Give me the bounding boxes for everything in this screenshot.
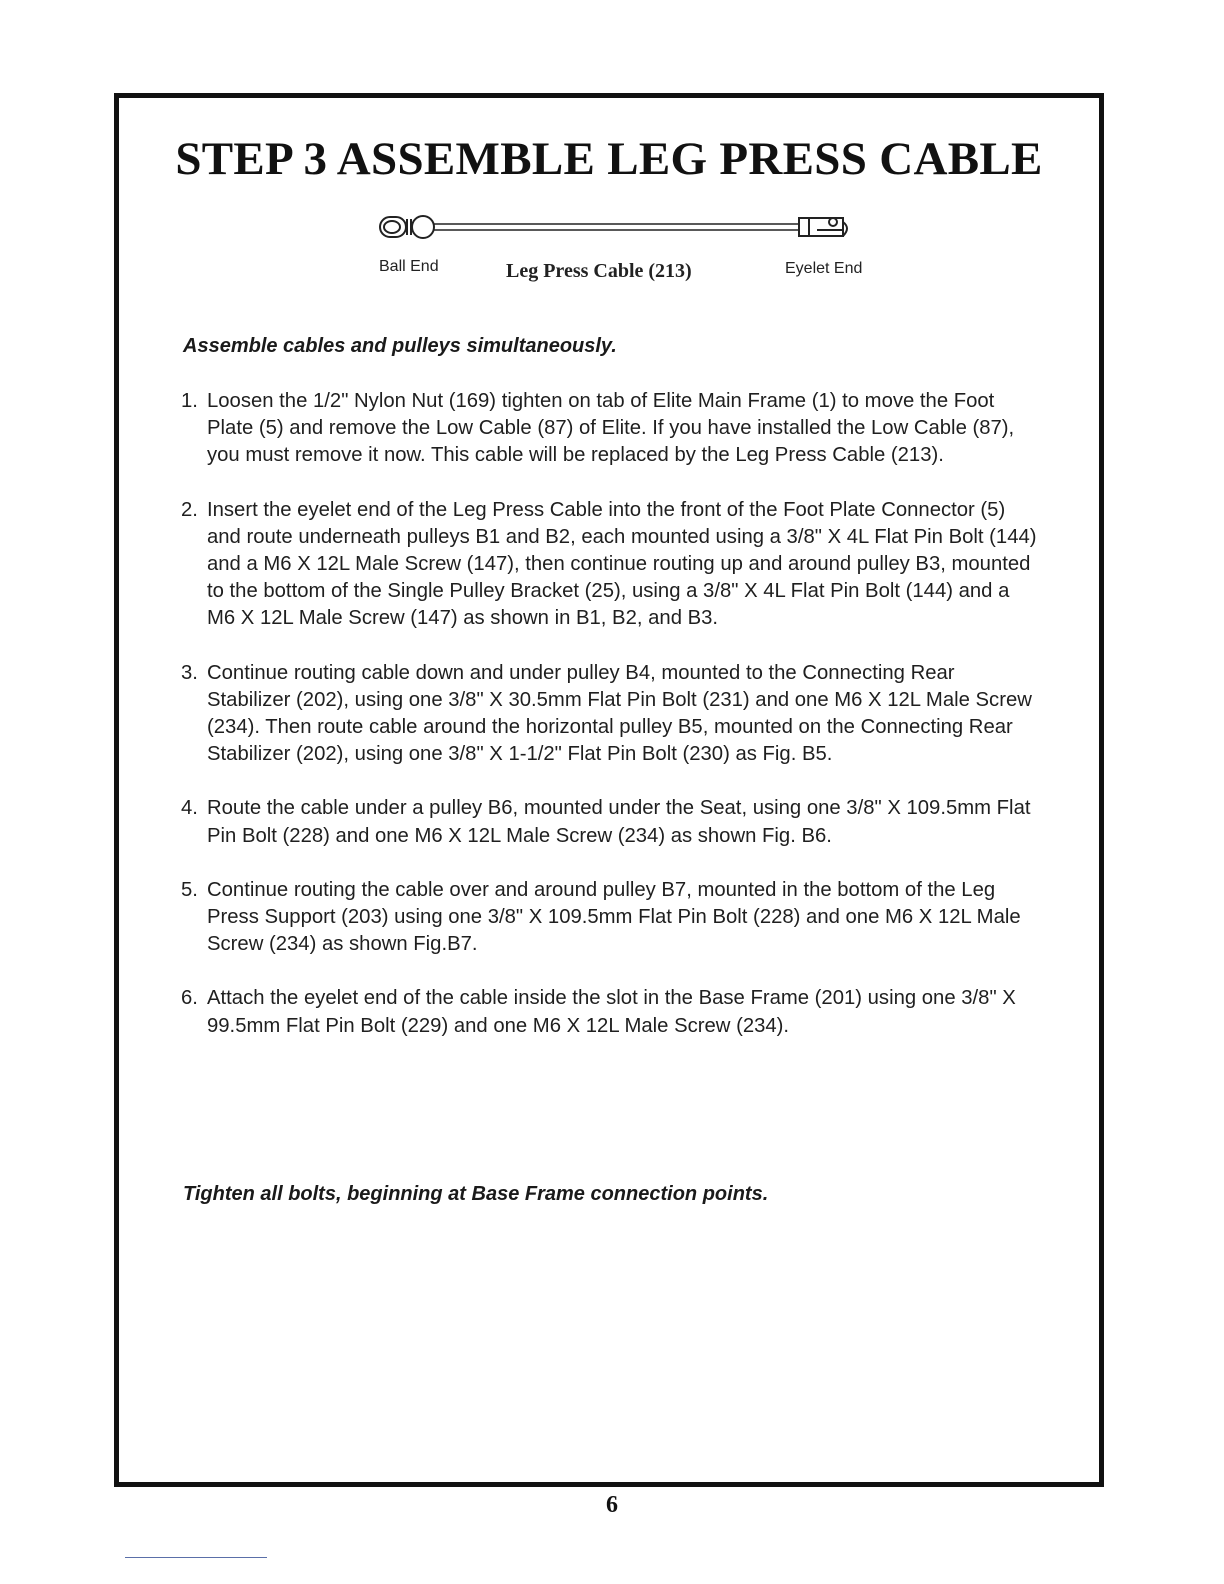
ball-end-fitting [380, 216, 434, 238]
step-text: Loosen the 1/2" Nylon Nut (169) tighten on tab of Elite Main Frame (1) to move the Foot Plate (5) and remove the Low Cable (87) of Elite. If you have installed the Low Cable (87), you must remove it now. This cable will be replaced by the Leg Press Cable (213). [207, 390, 1015, 467]
step-number: 1. [181, 390, 198, 412]
step-text: Continue routing the cable over and around pulley B7, mounted in the bottom of the Leg Press Support (203) using one 3/8" X 109.5mm Flat Pin Bolt (228) and one M6 X 12L Male Screw (234) as shown Fig.B7. [207, 878, 1021, 956]
intro-instruction: Assemble cables and pulleys simultaneously. [183, 335, 617, 357]
page-number: 6 [606, 1492, 618, 1518]
step-item [181, 877, 1041, 959]
step-text: Attach the eyelet end of the cable inside the slot in the Base Frame (201) using one 3/8" X 99.5mm Flat Pin Bolt (229) and one M6 X 12L Male Screw (234). [207, 987, 1016, 1037]
step-item [181, 660, 1041, 769]
step-item [181, 388, 1041, 470]
step-text: Insert the eyelet end of the Leg Press Cable into the front of the Foot Plate Connector (5) and route underneath pulleys B1 and B2, each mounted using a 3/8" X 4L Flat Pin Bolt (144) and a M6 X 12L Male Screw (147), then continue routing up and around pulley B3, mounted to the bottom of the Single Pulley Bracket (25), using a 3/8" X 4L Flat Pin Bolt (144) and a M6 X 12L Male Screw (147) as shown in B1, B2, and B3. [207, 498, 1037, 630]
step-number: 5. [181, 878, 198, 901]
step-number: 3. [181, 661, 198, 684]
footer-divider [125, 1557, 267, 1558]
step-item [181, 795, 1041, 849]
step-number: 6. [181, 987, 198, 1010]
ball-end-label: Ball End [379, 258, 439, 275]
step-item [181, 497, 1041, 633]
step-number: 2. [181, 498, 198, 521]
eyelet-end-label: Eyelet End [785, 260, 863, 277]
step-text: Route the cable under a pulley B6, mounted under the Seat, using one 3/8" X 109.5mm Flat Pin Bolt (228) and one M6 X 12L Male Screw (234) as shown Fig. B6. [207, 797, 1031, 847]
step-text: Continue routing cable down and under pulley B4, mounted to the Connecting Rear Stabilizer (202), using one 3/8" X 30.5mm Flat Pin Bolt (231) and one M6 X 12L Male Screw (234). Then route cable around the horizontal pulley B5, mounted on the Connecting Rear Stabilizer (202), using one 3/8" X 1-1/2" Flat Pin Bolt (230) as Fig. B5. [207, 661, 1032, 766]
closing-instruction: Tighten all bolts, beginning at Base Frame connection points. [183, 1183, 769, 1205]
page-title: STEP 3 ASSEMBLE LEG PRESS CABLE [175, 133, 1043, 185]
assembly-steps-list [181, 388, 1041, 1067]
leg-press-cable-diagram [377, 210, 857, 246]
eyelet-end-fitting [799, 218, 847, 236]
step-number: 4. [181, 797, 198, 820]
cable-part-label: Leg Press Cable (213) [506, 260, 692, 282]
page-border [114, 93, 1104, 1487]
step-item [181, 985, 1041, 1039]
cable-line [434, 224, 799, 230]
